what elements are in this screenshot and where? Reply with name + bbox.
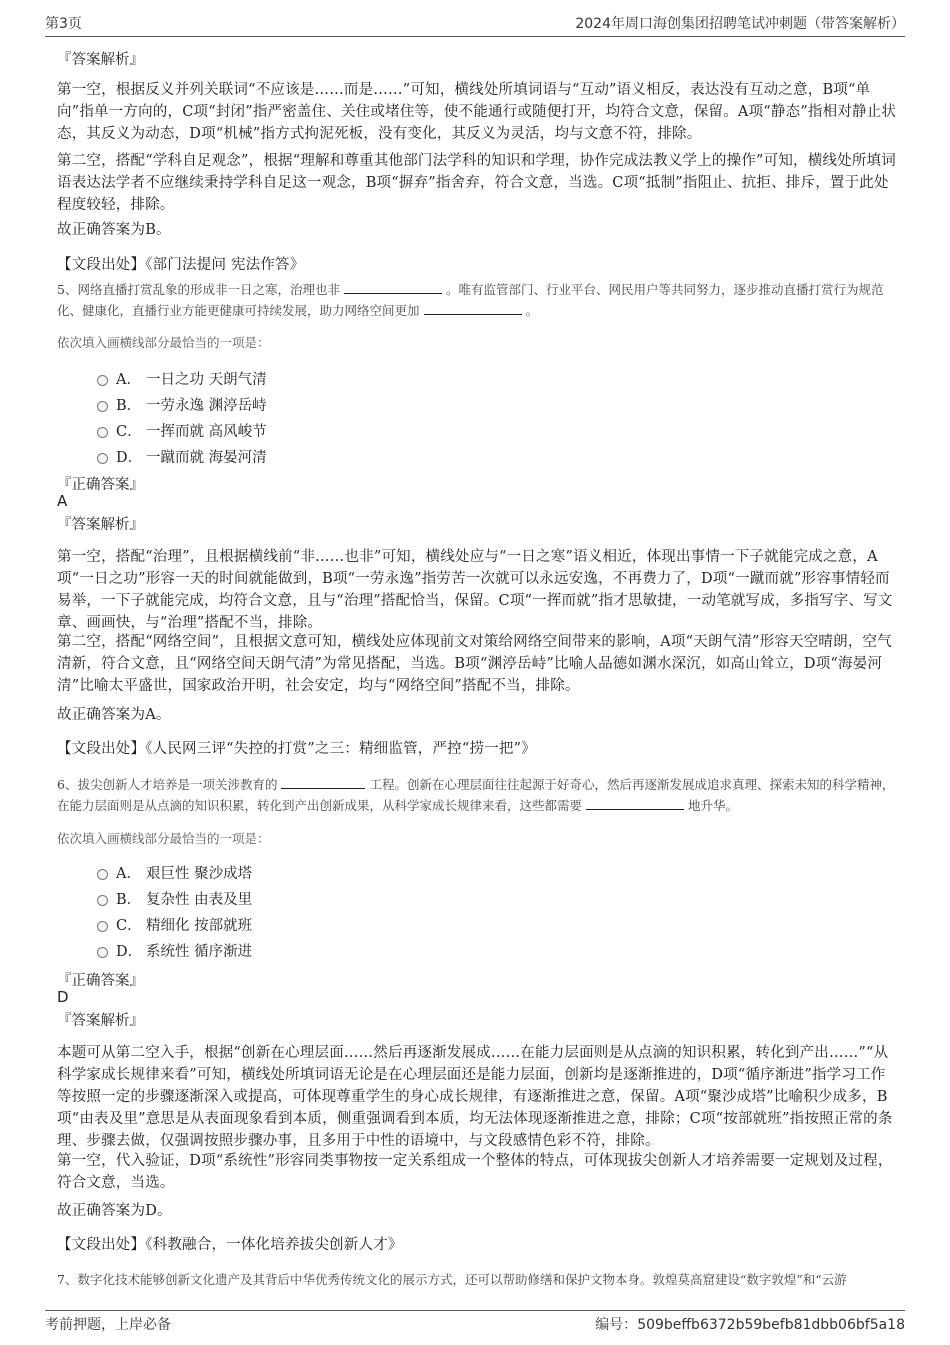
question-text: 地升华。 [687, 798, 738, 813]
answer-conclusion: 故正确答案为B。 [57, 222, 171, 238]
page-footer [45, 1310, 905, 1333]
question-prompt: 依次填入画横线部分最恰当的一项是： [57, 831, 270, 846]
fill-blank [586, 797, 684, 810]
option-c[interactable]: C． 精细化 按部就班 [97, 911, 252, 937]
answer-conclusion: 故正确答案为A。 [57, 707, 171, 723]
source-citation: 【文段出处】《科教融合，一体化培养拔尖创新人才》 [57, 1237, 403, 1253]
analysis-paragraph: 第一空，根据反义并列关联词“不应该是……而是……”可知，横线处所填词语与“互动”语义相反，表达没有互动之意，B项“单向”指单一方向的，C项“封闭”指严密盖住、关住或堵住等，使不能通行或随便打开，均符合文意，保留。A项“静态”指相对静止状态，其反义为动态，D项“机械”指方式拘泥死板，没有变化，其反义为灵活，均与文意不符，排除。 [57, 82, 897, 142]
radio-icon[interactable] [97, 401, 108, 412]
page-header [45, 14, 905, 37]
analysis-paragraph: 第二空，搭配“学科自足观念”，根据“理解和尊重其他部门法学科的知识和学理，协作完成法教义学上的操作”可知，横线处所填词语表达法学者不应继续秉持学科自足这一观念，B项“摒弃”指舍弃，符合文意，当选。C项“抵制”指阻止、抗拒、排斥，置于此处程度较轻，排除。 [57, 153, 896, 213]
option-b[interactable]: B． 一劳永逸 渊渟岳峙 [97, 391, 267, 417]
radio-icon[interactable] [97, 427, 108, 438]
option-d[interactable]: D． 系统性 循序渐进 [97, 937, 252, 963]
correct-answer-label: 『正确答案』 [57, 973, 144, 989]
question-stem [57, 279, 898, 321]
radio-icon[interactable] [97, 895, 108, 906]
radio-icon[interactable] [97, 869, 108, 880]
analysis-paragraph: 第一空，代入验证，D项“系统性”形容同类事物按一定关系组成一个整体的特点，可体现拔尖创新人才培养需要一定规划及过程，符合文意，当选。 [57, 1153, 893, 1191]
question-stem: 7、数字化技术能够创新文化遗产及其背后中华优秀传统文化的展示方式，还可以帮助修缮和保护文物本身。敦煌莫高窟建设“数字敦煌”和“云游 [57, 1272, 847, 1287]
question-text: 5、网络直播打赏乱象的形成非一日之寒，治理也非 [57, 282, 340, 297]
source-citation: 【文段出处】《部门法提问 宪法作答》 [57, 257, 305, 273]
option-d[interactable]: D． 一蹴而就 海晏河清 [97, 443, 267, 469]
option-list [97, 365, 267, 469]
question-prompt: 依次填入画横线部分最恰当的一项是： [57, 335, 270, 350]
radio-icon[interactable] [97, 921, 108, 932]
document-title: 2024年周口海创集团招聘笔试冲刺题（带答案解析） [575, 16, 905, 32]
code-value: 509beffb6372b59befb81dbb06bf5a18 [637, 1317, 905, 1333]
fill-blank [424, 302, 522, 315]
analysis-paragraph: 第二空，搭配“网络空间”，且根据文意可知，横线处应体现前文对策给网络空间带来的影响，A项“天朗气清”形容天空晴朗，空气清新，符合文意，且“网络空间天朗气清”为常见搭配，当选。B项“渊渟岳峙”比喻人品德如渊水深沉，如高山耸立，D项“海晏河清”比喻太平盛世，国家政治开明，社会安定，均与“网络空间”搭配不当，排除。 [57, 634, 892, 694]
fill-blank [344, 281, 442, 294]
question-text: 工程。创新在心理层面往往起源于好奇心，然后再逐渐发展成追求真理、探索未知的科学精神，在能力层面则是从点滴的知识积累，转化到产出创新成果，从科学家成长规律来看，这些都需要 [57, 777, 895, 813]
option-b[interactable]: B． 复杂性 由表及里 [97, 885, 252, 911]
answer-analysis-label: 『答案解析』 [57, 517, 144, 533]
correct-answer-label: 『正确答案』 [57, 477, 144, 493]
analysis-paragraph: 本题可从第二空入手，根据“创新在心理层面……然后再逐渐发展成……在能力层面则是从点滴的知识积累，转化到产出……”“从科学家成长规律来看”可知，横线处所填词语无论是在心理层面还是能力层面，创新均是逐渐推进的，D项“循序渐进”指学习工作等按照一定的步骤逐渐深入或提高，可体现尊重学生的身心成长规律，有逐渐推进之意，保留。A项“聚沙成塔”比喻积少成多，B项“由表及里”意思是从表面现象看到本质，侧重强调看到本质，均无法体现逐渐推进之意，排除；C项“按部就班”指按照正常的条理、步骤去做，仅强调按照步骤办事，且多用于中性的语境中，与文段感情色彩不符，排除。 [57, 1045, 893, 1149]
footer-slogan: 考前押题，上岸必备 [45, 1317, 171, 1333]
option-a[interactable]: A． 一日之功 天朗气清 [97, 365, 267, 391]
question-text: 。 [525, 303, 538, 318]
source-citation: 【文段出处】《人民网三评“失控的打赏”之三：精细监管，严控“捞一把”》 [57, 741, 536, 757]
radio-icon[interactable] [97, 453, 108, 464]
question-text: 6、拔尖创新人才培养是一项关涉教育的 [57, 777, 278, 792]
radio-icon[interactable] [97, 375, 108, 386]
option-a[interactable]: A． 艰巨性 聚沙成塔 [97, 859, 252, 885]
correct-answer: A [57, 492, 68, 510]
question-text: 。唯有监管部门、行业平台、网民用户等共同努力，逐步推动直播打赏行为规范化、健康化，直播行业方能更健康可持续发展，助力网络空间更加 [57, 282, 884, 318]
fill-blank [281, 776, 365, 789]
option-list [97, 859, 252, 963]
radio-icon[interactable] [97, 947, 108, 958]
answer-conclusion: 故正确答案为D。 [57, 1203, 172, 1219]
answer-analysis-label: 『答案解析』 [57, 52, 144, 68]
correct-answer: D [57, 988, 69, 1006]
option-c[interactable]: C． 一挥而就 高风峻节 [97, 417, 267, 443]
question-stem [57, 774, 898, 816]
code-label: 编号： [595, 1317, 638, 1333]
answer-analysis-label: 『答案解析』 [57, 1013, 144, 1029]
page-number: 第3页 [45, 16, 82, 32]
document-code [595, 1314, 905, 1334]
analysis-paragraph: 第一空，搭配“治理”，且根据横线前“非……也非”可知，横线处应与“一日之寒”语义相近，体现出事情一下子就能完成之意，A项“一日之功”形容一天的时间就能做到，B项“一劳永逸”指劳苦一次就可以永远安逸，不再费力了，D项“一蹴而就”形容事情轻而易举，一下子就能完成，均符合文意，且与“治理”搭配恰当，保留。C项“一挥而就”指才思敏捷，一动笔就写成，多指写字、写文章、画画快，与“治理”搭配不当，排除。 [57, 549, 893, 631]
